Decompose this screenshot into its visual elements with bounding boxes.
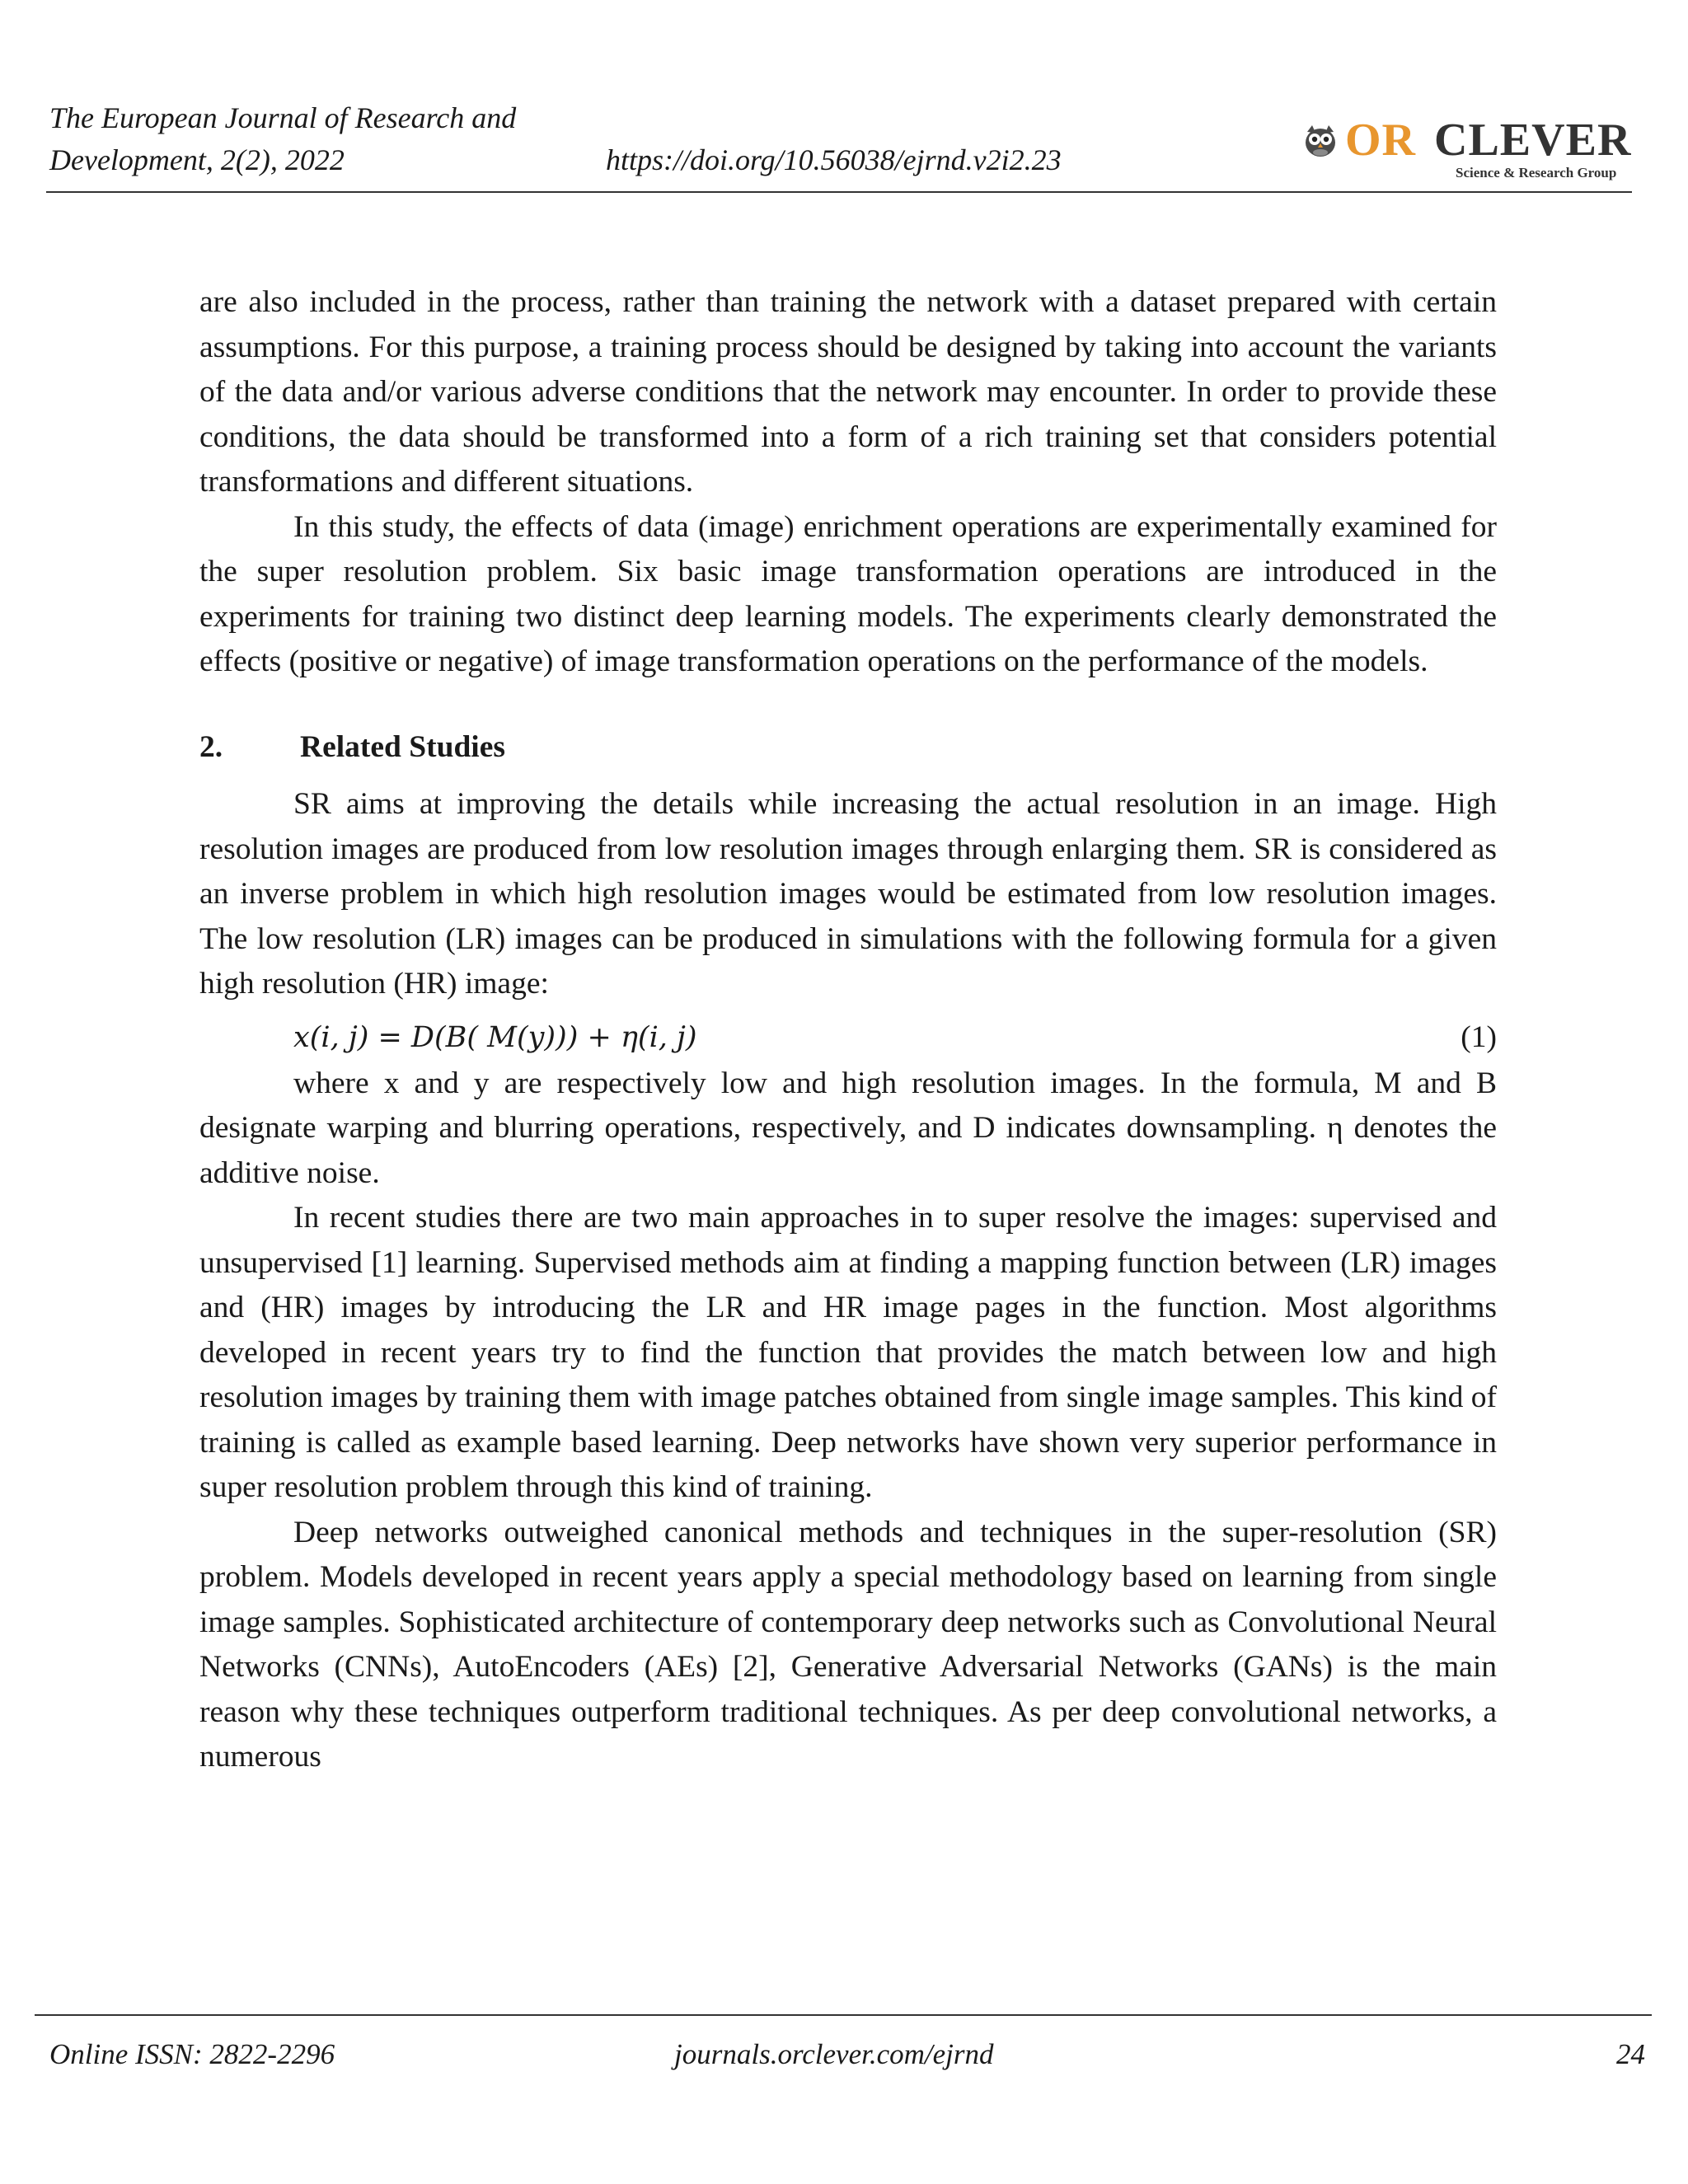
body-paragraph: where x and y are respectively low and high resolution images. In the formula, M and B designate warping and blurring operations, respectively, and D indicates downsampling. η denotes the additive noise.: [199, 1066, 1497, 1190]
equation-number: (1): [1461, 1019, 1497, 1054]
journal-citation: [49, 97, 516, 181]
journal-name-line1: The European Journal of Research and: [49, 101, 517, 134]
header-divider: [46, 191, 1632, 193]
section-number: 2.: [199, 729, 223, 764]
equation: [199, 1015, 1497, 1062]
footer-journal-url[interactable]: journals.orclever.com/ejrnd: [674, 2038, 994, 2070]
logo-clever-text: CLEVER: [1434, 115, 1632, 166]
journal-name-line2: Development, 2(2), 2022: [49, 143, 345, 176]
section-title: Related Studies: [300, 729, 505, 764]
logo-tagline: Science & Research Group: [1456, 165, 1617, 180]
section-heading: [199, 725, 1497, 771]
body-paragraph: In recent studies there are two main approaches in to super resolve the images: supervised and unsupervised [1] learning. Supervised methods aim at finding a mapping function between (LR) images and (HR) images by introducing the LR and HR image pages in the function. Most algorithms developed in recent years try to find the function that provides the match between low and high resolution images by training them with image patches obtained from single image samples. This kind of training is called as example based learning. Deep networks have shown very superior performance in super resolution problem through this kind of training.: [199, 1201, 1497, 1504]
owl-icon: [1302, 122, 1339, 158]
body-paragraph: In this study, the effects of data (image) enrichment operations are experimentally examined for the super resolution problem. Six basic image transformation operations are introduced in the experiments for training two distinct deep learning models. The experiments clearly demonstrated the effects (positive or negative) of image transformation operations on the performance of the models.: [199, 509, 1497, 678]
body-paragraph: are also included in the process, rather than training the network with a dataset prepared with certain assumptions. For this purpose, a training process should be designed by taking into account the variants of the data and/or various adverse conditions that the network may encounter. In order to provide these conditions, the data should be transformed into a form of a rich training set that considers potential transformations and different situations.: [199, 285, 1497, 499]
doi-link[interactable]: https://doi.org/10.56038/ejrnd.v2i2.23: [606, 143, 1062, 176]
article-body: [199, 280, 1497, 1780]
footer-issn: Online ISSN: 2822-2296: [49, 2038, 335, 2070]
page-number: 24: [1616, 2038, 1645, 2070]
body-paragraph: Deep networks outweighed canonical methods and techniques in the super-resolution (SR) problem. Models developed in recent years apply a special methodology based on learning from single image samples. Sophisticated architecture of contemporary deep networks such as Convolutional Neural Networks (CNNs), AutoEncoders (AEs) [2], Generative Adversarial Networks (GANs) is the main reason why these techniques outperform traditional techniques. As per deep convolutional networks, a numerous: [199, 1515, 1497, 1774]
footer-divider: [35, 2014, 1652, 2016]
logo-or-text: OR: [1345, 115, 1416, 166]
body-paragraph: SR aims at improving the details while increasing the actual resolution in an image. High resolution images are produced from low resolution images through enlarging them. SR is considered as an inverse problem in which high resolution images would be estimated from low resolution images. The low resolution (LR) images can be produced in simulations with the following formula for a given high resolution (HR) image:: [199, 787, 1497, 1001]
equation-formula: x(i, j) = D(B( M(y))) + η(i, j): [293, 1020, 697, 1054]
page-header: [49, 97, 1632, 196]
orclever-logo: [1302, 115, 1632, 181]
